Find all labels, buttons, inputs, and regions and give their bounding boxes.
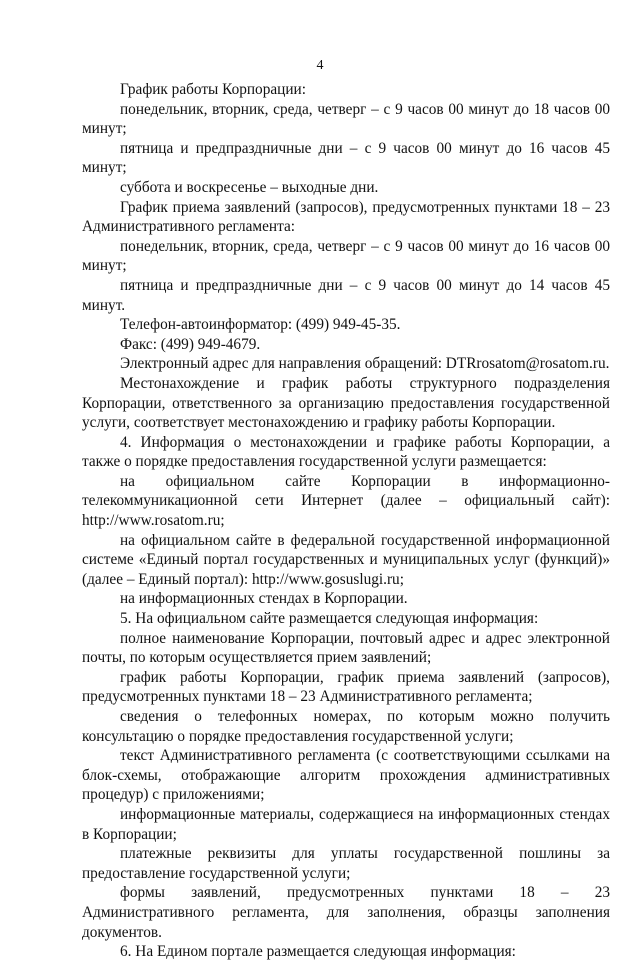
paragraph: полное наименование Корпорации, почтовый адрес и адрес электронной почты, по которым осуществляется прием заявлений;: [82, 629, 610, 667]
paragraph: 6. На Едином портале размещается следующая информация:: [120, 943, 516, 961]
paragraph: на официальном сайте в федеральной государственной информационной системе «Единый портал государственных и муниципальных услуг (функций)» (далее – Единый портал): http://www.gosuslugi.ru;: [82, 531, 610, 588]
document-body: [82, 80, 610, 962]
paragraph: пятница и предпраздничные дни – с 9 часов 00 минут до 14 часов 45 минут.: [82, 276, 610, 314]
paragraph: график работы Корпорации, график приема заявлений (запросов), предусмотренных пунктами 18 – 23 Административного регламента;: [82, 668, 610, 706]
paragraph: 4. Информация о местонахождении и графике работы Корпорации, а также о порядке предоставления государственной услуги размещается:: [82, 433, 610, 471]
paragraph: на официальном сайте Корпорации в информационно-телекоммуникационной сети Интернет (далее – официальный сайт): http://www.rosatom.ru;: [82, 472, 610, 530]
paragraph: Электронный адрес для направления обращений: DTRrosatom@rosatom.ru.: [120, 355, 610, 373]
paragraph: формы заявлений, предусмотренных пунктами 18 – 23 Административного регламента, для заполнения, образцы заполнения документов.: [82, 884, 610, 941]
paragraph: пятница и предпраздничные дни – с 9 часов 00 минут до 16 часов 45 минут;: [82, 139, 610, 177]
paragraph: 5. На официальном сайте размещается следующая информация:: [120, 610, 539, 628]
paragraph: понедельник, вторник, среда, четверг – с 9 часов 00 минут до 16 часов 00 минут;: [82, 237, 610, 275]
paragraph: текст Административного регламента (с соответствующими ссылками на блок-схемы, отображающие алгоритм прохождения административных процедур) с приложениями;: [82, 747, 610, 804]
paragraph: суббота и воскресенье – выходные дни.: [120, 178, 379, 196]
paragraph: информационные материалы, содержащиеся на информационных стендах в Корпорации;: [82, 805, 610, 843]
paragraph: понедельник, вторник, среда, четверг – с 9 часов 00 минут до 18 часов 00 минут;: [82, 100, 610, 138]
paragraph: График работы Корпорации:: [120, 81, 306, 98]
paragraph: Телефон-автоинформатор: (499) 949-45-35.: [120, 316, 401, 334]
paragraph: сведения о телефонных номерах, по которым можно получить консультацию о порядке предоставления государственной услуги;: [82, 708, 610, 745]
paragraph: Факс: (499) 949-4679.: [120, 335, 261, 353]
paragraph: График приема заявлений (запросов), предусмотренных пунктами 18 – 23 Административного регламента:: [82, 198, 610, 236]
paragraph: платежные реквизиты для уплаты государственной пошлины за предоставление государственной услуги;: [82, 845, 610, 882]
paragraph: Местонахождение и график работы структурного подразделения Корпорации, ответственного за организацию предоставления государственной услуги, соответствует местонахождению и графику работы Корпорации.: [82, 374, 610, 432]
page-number: 4: [316, 58, 324, 73]
paragraph: на информационных стендах в Корпорации.: [120, 590, 408, 608]
